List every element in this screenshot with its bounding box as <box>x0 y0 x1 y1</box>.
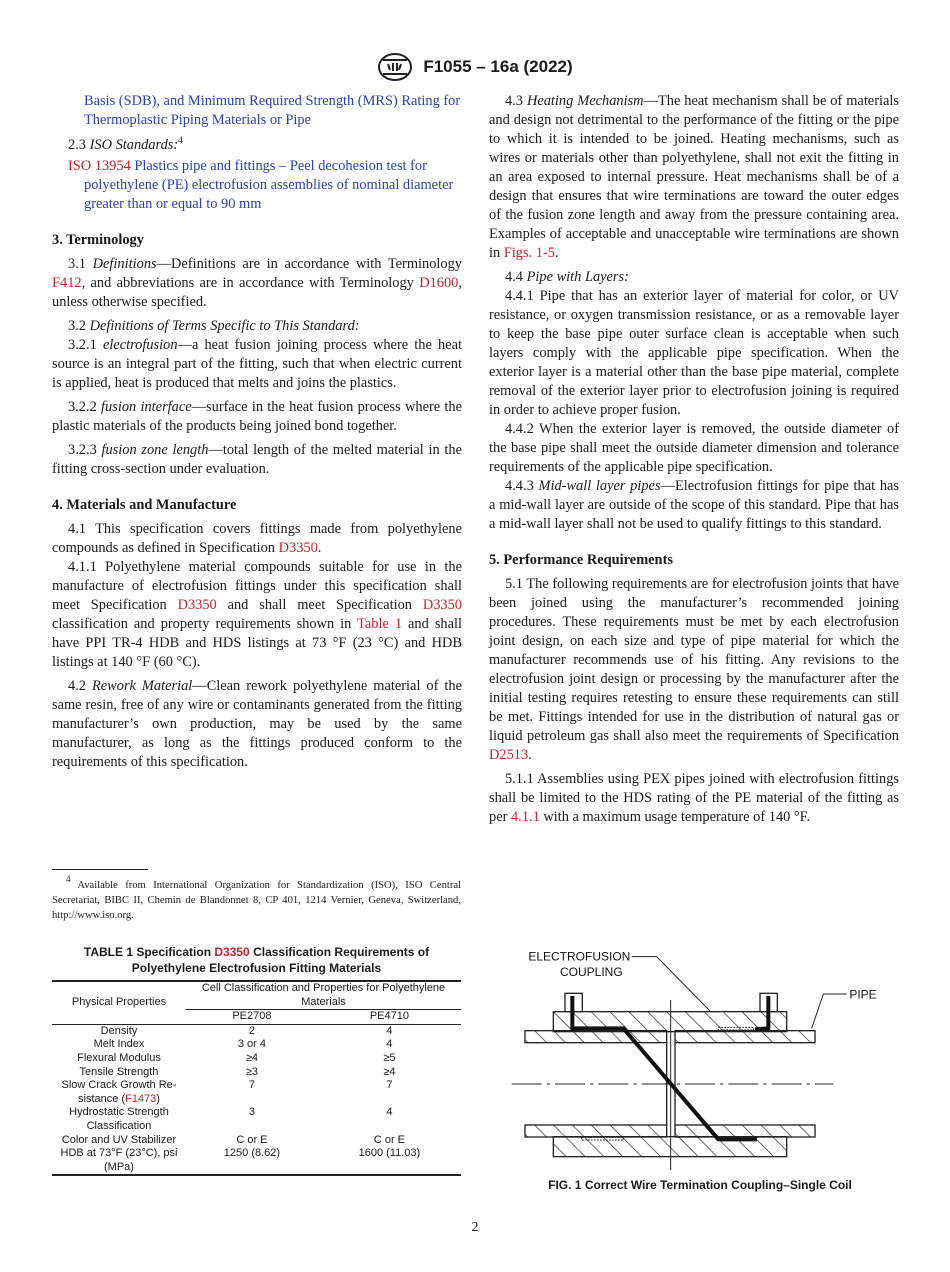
footnote-ref: 4 <box>178 135 183 145</box>
astm-logo-icon <box>377 52 413 82</box>
text-segment: classification and property requirements shown in <box>52 616 358 632</box>
reference-link[interactable]: Figs. 1-5 <box>503 245 555 261</box>
pe4710-value: 4 <box>386 1106 393 1119</box>
text-segment: Plastics pipe and fittings – Peel decohesion test for polyethylene (PE) electrofusion assemblies of nominal diameter greater than or equal to 90 mm <box>84 158 454 212</box>
pe4710-value: ≥4 <box>383 1065 396 1078</box>
pe2708-value: 2 <box>248 1024 255 1037</box>
text-segment: 4.1.1 Polyethylene material compounds suitable for use in the manufacture of electrofusion fittings under this specification shall meet Specification <box>52 559 462 613</box>
text-segment: 3.2.3 <box>68 442 102 458</box>
header-physical-properties: Physical Properties <box>52 981 186 1024</box>
property-name: Flexural Modulus <box>77 1051 161 1064</box>
footnote <box>52 874 461 923</box>
reference-link[interactable]: D1600 <box>419 275 459 291</box>
text-segment: , and abbreviations are in accordance with Terminology <box>81 275 420 291</box>
standard-designation: F1055 – 16a (2022) <box>423 57 573 76</box>
text-segment: 4.3 <box>505 93 527 109</box>
paragraph <box>52 136 462 155</box>
text-segment: 3.2 <box>68 318 90 334</box>
classification-table <box>52 980 461 1176</box>
text-segment: —Clean rework polyethylene material of the same resin, free of any wire or contaminants generated from the fitting manufacturer’s own production, may be used by the same manufacturer, as long as the fittings produced conform to the requirements of this specification. <box>52 678 462 770</box>
label-electrofusion: ELECTROFUSION <box>528 949 631 964</box>
pe4710-value: 1600 (11.03) <box>358 1147 421 1160</box>
table-row <box>52 1066 461 1080</box>
paragraph <box>52 255 462 312</box>
pe2708-value: ≥4 <box>245 1051 258 1064</box>
text-segment: electrofusion <box>102 337 178 353</box>
page-header <box>0 52 950 82</box>
text-segment: Pipe with Layers: <box>526 269 629 285</box>
pe4710-value: C or E <box>373 1133 406 1146</box>
section-heading <box>52 231 462 250</box>
text-segment: —Electrofusion fittings for pipe that has a mid-wall layer are outside of the scope of this standard. Pipe that has a mid-wall layer shall not be used to qualify fittings to this standard. <box>489 478 899 532</box>
text-segment: 3.1 <box>68 256 93 272</box>
text-segment: 4.2 <box>68 678 92 694</box>
table-caption <box>52 944 461 976</box>
paragraph <box>489 575 899 765</box>
text-segment: . <box>554 245 559 261</box>
left-column <box>52 92 462 777</box>
paragraph <box>489 420 899 477</box>
right-column <box>489 92 899 832</box>
property-name: ) <box>156 1092 160 1105</box>
property-name: Slow Crack Growth Re-sistance ( <box>61 1079 177 1105</box>
figure-1-diagram <box>500 940 900 1190</box>
text-segment: 4.4.1 Pipe that has an exterior layer of material for color, or UV resistance, or oxygen transmission resistance, or as a removable layer to keep the base pipe outer surface clean is acceptable when such layers comply with the applicable pipe specification. When the exterior layer is a material other than the base pipe material, complete removal of the exterior layer prior to electrofusion joining is required in order to achieve proper fusion. <box>489 288 899 418</box>
table-1 <box>52 944 461 1176</box>
table-row <box>52 1024 461 1038</box>
text-segment: —The heat mechanism shall be of materials and design not detrimental to the performance of the fitting or the pipe to which it is intended to be joined. Heating mechanisms, such as wires or materials other than polyethylene, shall not exit the fitting in an area exposed to internal pressure. Heat mechanisms shall be of a design that ensures that wire terminations are toward the outer edges of the fusion zone length and away from the pressure containing area. Examples of acceptable and unacceptable wire terminations are shown in <box>489 93 899 261</box>
pe2708-value: 3 <box>248 1106 255 1119</box>
paragraph <box>52 336 462 393</box>
pe2708-value: 3 or 4 <box>237 1038 266 1051</box>
text-segment: fusion interface <box>101 399 192 415</box>
footnote-rule <box>52 869 148 870</box>
label-coupling: COUPLING <box>560 965 623 979</box>
text-segment: —surface in the heat fusion process where the plastic materials of the products being joined bond together. <box>52 399 462 434</box>
text-segment: 5.1.1 Assemblies using PEX pipes joined with electrofusion fittings shall be limited to the HDS rating of the PE material of the fitting as per <box>489 771 899 825</box>
table-row <box>52 1052 461 1066</box>
property-cell <box>52 1066 186 1080</box>
page-number: 2 <box>471 1220 479 1235</box>
property-cell <box>52 1106 186 1133</box>
paragraph <box>489 287 899 420</box>
text-segment: 3.2.2 <box>68 399 102 415</box>
pe2708-value: ≥3 <box>245 1065 258 1078</box>
paragraph <box>489 477 899 534</box>
pe4710-value: 7 <box>386 1079 393 1092</box>
property-name: Melt Index <box>93 1038 145 1051</box>
table-row <box>52 1106 461 1133</box>
text-segment: . <box>528 747 532 763</box>
property-cell <box>52 1024 186 1038</box>
text-segment: Basis (SDB), and Minimum Required Strength (MRS) Rating for Thermoplastic Piping Materials or Pipe <box>84 93 461 128</box>
reference-link[interactable]: D2513 <box>489 747 529 763</box>
paragraph <box>52 157 462 214</box>
text-segment: 4.4.3 <box>505 478 539 494</box>
property-cell <box>52 1079 186 1106</box>
label-pipe: PIPE <box>849 987 877 1002</box>
pe4710-value: 4 <box>386 1038 393 1051</box>
text-segment: , unless otherwise specified. <box>52 275 462 310</box>
pe2708-value: C or E <box>236 1133 268 1146</box>
text-segment: 4.4.2 When the exterior layer is removed, the outside diameter of the base pipe shall meet the outside diameter dimension and tolerance requirements of the applicable pipe specification. <box>489 421 899 475</box>
terminals <box>565 993 777 1011</box>
text-segment: Rework Material <box>91 678 193 694</box>
text-segment: 5. Performance Requirements <box>489 552 673 568</box>
caption-text: Classification Requirements of Polyethylene Electrofusion Fitting Materials <box>131 945 430 975</box>
text-segment: Definitions of Terms Specific to This Standard: <box>89 318 360 334</box>
property-cell <box>52 1052 186 1066</box>
text-segment: 5.1 The following requirements are for electrofusion joints that have been joined using the manufacturer’s recommended joining procedures. These requirements must be met by each electrofusion joint design, on each size and type of pipe material for which the manufacturer recommends use of his fitting. Any revisions to the electrofusion joint design or processing by the manufacturer after the initial testing requires retesting to ensure these requirements can still be met. Fittings intended for use in the distribution of natural gas or liquid petroleum gas shall also meet the requirements of Specification <box>489 576 899 744</box>
table-row <box>52 1079 461 1106</box>
property-name: Density <box>100 1024 138 1037</box>
paragraph <box>52 398 462 436</box>
section-heading <box>52 496 462 515</box>
pe4710-value: ≥5 <box>383 1051 396 1064</box>
header-cell-classification: Cell Classification and Properties for Polyethylene Materials <box>186 981 461 1010</box>
property-name: Tensile Strength <box>79 1065 159 1078</box>
paragraph <box>52 92 462 130</box>
text-segment: and shall have PPI TR-4 HDB and HDS listings at 73 °F (23 °C) and HDB listings at 140 °F (60 °C). <box>52 616 463 670</box>
text-segment: —total length of the melted material in the fitting cross-section under evaluation. <box>52 442 462 477</box>
text-segment: —Definitions are in accordance with Terminology <box>156 256 462 272</box>
reference-link[interactable]: D3350 <box>422 597 462 613</box>
property-cell <box>52 1134 186 1148</box>
reference-link[interactable]: ISO 13954 <box>68 158 131 174</box>
footnote-text: Available from International Organization for Standardization (ISO), ISO Central Secretariat, BIBC II, Chemin de Blandonnet 8, CP 401, 1214 Vernier, Geneva, Switzerland, http://www.iso.org. <box>52 880 461 921</box>
text-segment: Definitions <box>92 256 157 272</box>
property-cell <box>52 1147 186 1175</box>
text-segment: 3. Terminology <box>52 232 144 248</box>
f1473-link[interactable]: F1473 <box>125 1092 157 1105</box>
text-segment: 4.1 This specification covers fittings made from polyethylene compounds as defined in Specification <box>52 521 462 556</box>
d3350-link[interactable]: D3350 <box>214 945 250 959</box>
property-cell <box>52 1038 186 1052</box>
text-segment: —a heat fusion joining process where the heat source is an integral part of the fitting, such that when electric current is applied, heat is produced that melts and joins the plastics. <box>52 337 462 391</box>
text-segment: Heating Mechanism <box>526 93 644 109</box>
text-segment: . <box>317 540 322 556</box>
text-segment: 4.4 <box>505 269 527 285</box>
paragraph <box>52 317 462 336</box>
property-name: Hydrostatic Strength Classification <box>69 1106 169 1132</box>
text-segment: with a maximum usage temperature of 140 °F. <box>539 809 811 825</box>
pe4710-value: 4 <box>386 1024 393 1037</box>
header-pe4710: PE4710 <box>318 1010 461 1025</box>
paragraph <box>489 92 899 263</box>
text-segment: ISO Standards: <box>89 137 179 153</box>
paragraph <box>52 520 462 558</box>
paragraph <box>52 677 462 772</box>
reference-link[interactable]: D3350 <box>278 540 318 556</box>
property-name: Color and UV Stabilizer <box>61 1133 177 1146</box>
section-heading <box>489 551 899 570</box>
text-segment: 4. Materials and Manufacture <box>52 497 237 513</box>
header-pe2708: PE2708 <box>186 1010 318 1025</box>
paragraph <box>52 441 462 479</box>
paragraph <box>489 268 899 287</box>
paragraph <box>52 558 462 672</box>
reference-link[interactable]: D3350 <box>177 597 217 613</box>
paragraph <box>489 770 899 827</box>
reference-link[interactable]: F412 <box>52 275 82 291</box>
caption-text: TABLE 1 Specification <box>83 945 215 959</box>
text-segment: 3.2.1 <box>68 337 103 353</box>
table-row <box>52 1038 461 1052</box>
pe2708-value: 7 <box>248 1079 255 1092</box>
text-segment: 2.3 <box>68 137 90 153</box>
property-name: HDB at 73°F (23°C), psi (MPa) <box>60 1147 178 1173</box>
table-row <box>52 1134 461 1148</box>
table-row <box>52 1147 461 1175</box>
figure-caption: FIG. 1 Correct Wire Termination Coupling–Single Coil <box>548 1178 852 1192</box>
text-segment: Mid-wall layer pipes <box>538 478 661 494</box>
text-segment: and shall meet Specification <box>216 597 423 613</box>
reference-link[interactable]: 4.1.1 <box>510 809 540 825</box>
reference-link[interactable]: Table 1 <box>357 616 403 632</box>
footnote-mark: 4 <box>66 874 71 884</box>
pe2708-value: 1250 (8.62) <box>223 1147 281 1160</box>
text-segment: fusion zone length <box>101 442 209 458</box>
